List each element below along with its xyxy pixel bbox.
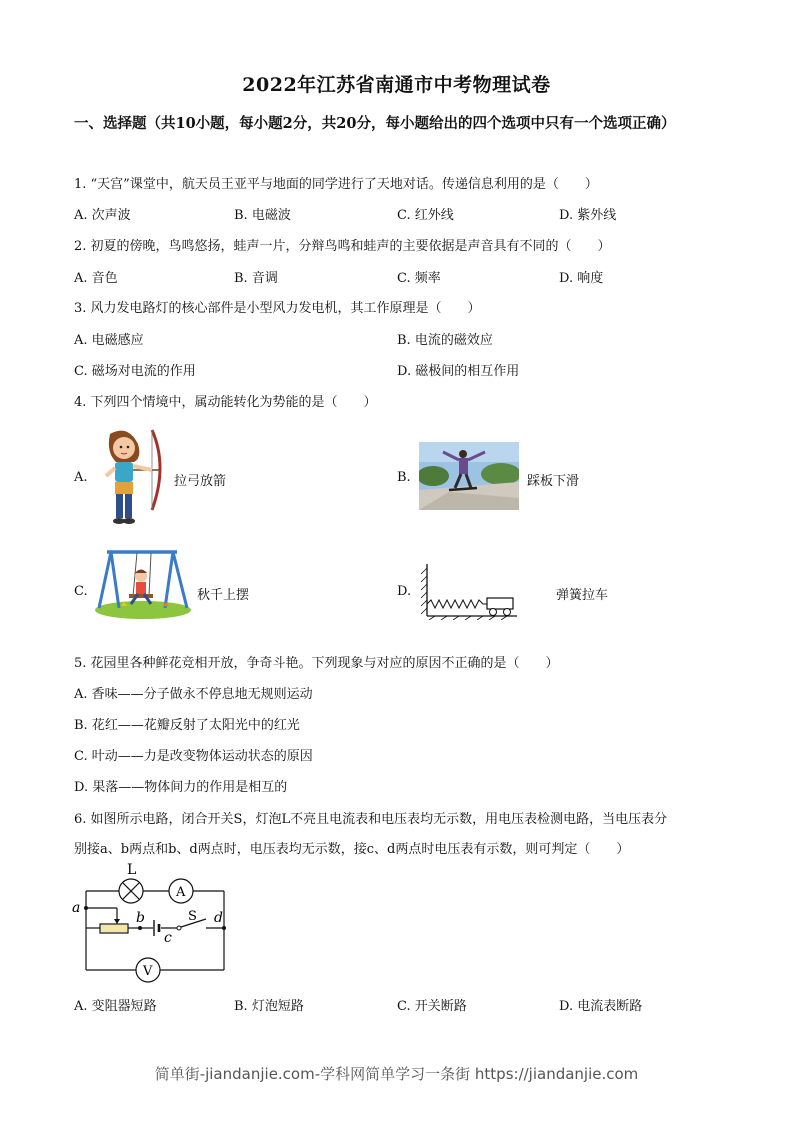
q5-option-d: D. 果落——物体间力的作用是相互的	[74, 780, 288, 795]
section-heading: 一、选择题（共10小题，每小题2分，共20分，每小题给出的四个选项中只有一个选项正确）	[74, 115, 676, 132]
q3-option-b: B. 电流的磁效应	[397, 333, 493, 348]
q2-option-a: A. 音色	[74, 271, 118, 286]
q5-option-b: B. 花红——花瓣反射了太阳光中的红光	[74, 718, 300, 733]
q4-option-a-caption: 拉弓放箭	[174, 474, 227, 489]
q4-option-d-caption: 弹簧拉车	[556, 588, 609, 603]
swing-image	[93, 548, 193, 620]
q1-option-b: B. 电磁波	[234, 208, 291, 223]
skateboarder-photo	[419, 442, 519, 510]
q4-option-c-caption: 秋千上摆	[197, 588, 250, 603]
q4-option-b-letter: B.	[397, 470, 411, 485]
question-5-stem: 5. 花园里各种鲜花竞相开放，争奇斗艳。下列现象与对应的原因不正确的是（ ）	[74, 656, 559, 671]
circuit-label-ammeter: A	[176, 885, 186, 900]
question-4-stem: 4. 下列四个情境中，属动能转化为势能的是（ ）	[74, 395, 377, 410]
question-6-stem-line-2: 别接a、b两点和b、d两点时，电压表均无示数，接c、d两点时电压表有示数，则可判定（ ）	[74, 842, 630, 857]
spring-cart-diagram	[419, 560, 519, 620]
circuit-point-a: a	[72, 900, 81, 916]
q4-option-b-caption: 踩板下滑	[527, 474, 580, 489]
question-3-stem: 3. 风力发电路灯的核心部件是小型风力发电机，其工作原理是（ ）	[74, 301, 481, 316]
q5-option-c: C. 叶动——力是改变物体运动状态的原因	[74, 749, 313, 764]
q2-option-b: B. 音调	[234, 271, 278, 286]
circuit-point-d: d	[214, 910, 223, 926]
q6-option-c: C. 开关断路	[397, 999, 467, 1014]
q4-option-c-letter: C.	[74, 584, 88, 599]
circuit-point-c: c	[164, 930, 172, 946]
q4-option-a-letter: A.	[74, 470, 88, 485]
question-1-stem: 1. “天宫”课堂中，航天员王亚平与地面的同学进行了天地对话。传递信息利用的是（ ）	[74, 177, 598, 192]
circuit-diagram	[70, 858, 230, 986]
q3-option-c: C. 磁场对电流的作用	[74, 364, 196, 379]
q5-option-a: A. 香味——分子做永不停息地无规则运动	[74, 687, 313, 702]
circuit-label-switch: S	[188, 909, 197, 924]
question-6-stem-line-1: 6. 如图所示电路，闭合开关S，灯泡L不亮且电流表和电压表均无示数，用电压表检测电路，当电压表分	[74, 812, 668, 827]
page-footer-watermark: 简单街-jiandanjie.com-学科网简单学习一条街 https://jiandanjie.com	[154, 1065, 639, 1083]
q3-option-d: D. 磁极间的相互作用	[397, 364, 520, 379]
q1-option-d: D. 紫外线	[559, 208, 617, 223]
q6-option-b: B. 灯泡短路	[234, 999, 304, 1014]
q3-option-a: A. 电磁感应	[74, 333, 144, 348]
q1-option-a: A. 次声波	[74, 208, 131, 223]
q6-option-d: D. 电流表断路	[559, 999, 643, 1014]
circuit-label-voltmeter: V	[143, 964, 153, 979]
q2-option-c: C. 频率	[397, 271, 441, 286]
q6-option-a: A. 变阻器短路	[74, 999, 157, 1014]
paper-title: 2022年江苏省南通市中考物理试卷	[242, 74, 551, 96]
q2-option-d: D. 响度	[559, 271, 604, 286]
archer-girl-image	[94, 426, 166, 526]
q4-option-d-letter: D.	[397, 584, 412, 599]
q1-option-c: C. 红外线	[397, 208, 454, 223]
question-2-stem: 2. 初夏的傍晚，鸟鸣悠扬，蛙声一片，分辩鸟鸣和蛙声的主要依据是声音具有不同的（ ）	[74, 239, 611, 254]
circuit-label-lamp: L	[127, 862, 137, 878]
circuit-point-b: b	[136, 910, 145, 926]
